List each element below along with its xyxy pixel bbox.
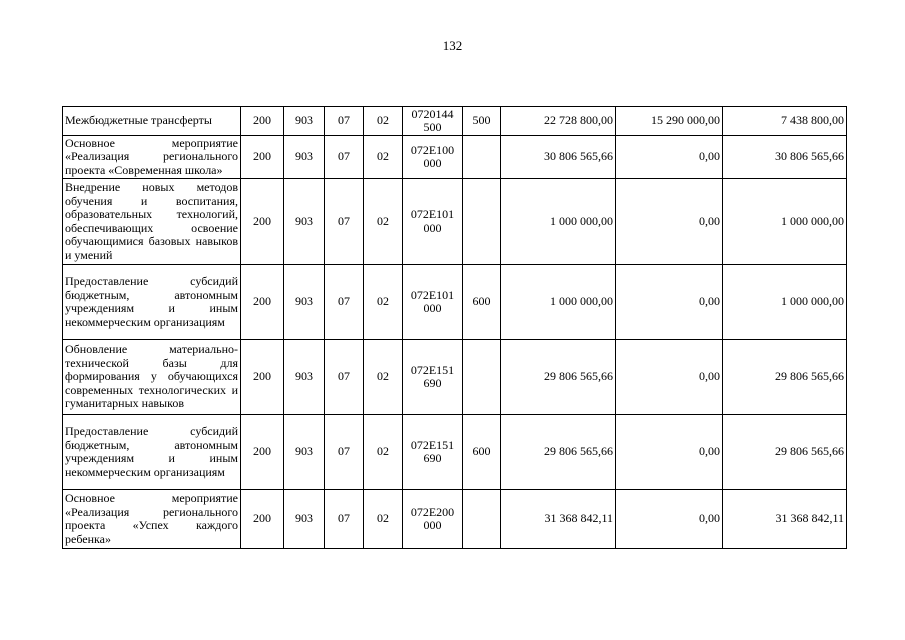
division-cell: 07: [325, 490, 364, 549]
target-article-cell: 072E100 000: [403, 136, 463, 179]
total-amount-cell: 29 806 565,66: [501, 340, 616, 415]
table-row: [63, 136, 847, 179]
ministry-code-cell: 903: [284, 265, 325, 340]
row-name-cell: Межбюджетные трансферты: [63, 107, 241, 136]
subdivision-cell: 02: [364, 179, 403, 265]
total-amount-cell: 31 368 842,11: [501, 490, 616, 549]
row-name-cell: Предоставление субсидий бюджетным, автономным учреждениям и иным некоммерческим организациям: [63, 265, 241, 340]
federal-amount-cell: 15 290 000,00: [616, 107, 723, 136]
subdivision-cell: 02: [364, 490, 403, 549]
division-cell: 07: [325, 179, 364, 265]
table-row: [63, 340, 847, 415]
subdivision-cell: 02: [364, 340, 403, 415]
table-row: [63, 490, 847, 549]
total-amount-cell: 29 806 565,66: [501, 415, 616, 490]
division-cell: 07: [325, 340, 364, 415]
expense-type-cell: 600: [463, 265, 501, 340]
local-amount-cell: 29 806 565,66: [723, 415, 847, 490]
ministry-code-cell: 903: [284, 107, 325, 136]
expense-type-cell: 600: [463, 415, 501, 490]
expense-type-cell: [463, 136, 501, 179]
division-cell: 07: [325, 415, 364, 490]
budget-table: [62, 106, 847, 549]
row-name-cell: Внедрение новых методов обучения и воспитания, образовательных технологий, обеспечивающих освоение обучающимися базовых навыков и умений: [63, 179, 241, 265]
row-name-cell: Основное мероприятие «Реализация регионального проекта «Современная школа»: [63, 136, 241, 179]
federal-amount-cell: 0,00: [616, 415, 723, 490]
table-row: [63, 415, 847, 490]
ministry-code-cell: 903: [284, 340, 325, 415]
total-amount-cell: 30 806 565,66: [501, 136, 616, 179]
total-amount-cell: 1 000 000,00: [501, 265, 616, 340]
target-article-cell: 072E151 690: [403, 415, 463, 490]
local-amount-cell: 31 368 842,11: [723, 490, 847, 549]
row-name-cell: Основное мероприятие «Реализация регионального проекта «Успех каждого ребенка»: [63, 490, 241, 549]
division-cell: 07: [325, 136, 364, 179]
section-code-cell: 200: [241, 136, 284, 179]
section-code-cell: 200: [241, 265, 284, 340]
federal-amount-cell: 0,00: [616, 340, 723, 415]
table-row: [63, 265, 847, 340]
division-cell: 07: [325, 107, 364, 136]
section-code-cell: 200: [241, 415, 284, 490]
expense-type-cell: [463, 340, 501, 415]
expense-type-cell: 500: [463, 107, 501, 136]
section-code-cell: 200: [241, 340, 284, 415]
subdivision-cell: 02: [364, 136, 403, 179]
local-amount-cell: 7 438 800,00: [723, 107, 847, 136]
row-name-cell: Предоставление субсидий бюджетным, автономным учреждениям и иным некоммерческим организациям: [63, 415, 241, 490]
ministry-code-cell: 903: [284, 415, 325, 490]
row-name-cell: Обновление материально-технической базы для формирования у обучающихся современных технологических и гуманитарных навыков: [63, 340, 241, 415]
subdivision-cell: 02: [364, 265, 403, 340]
section-code-cell: 200: [241, 107, 284, 136]
table-row: [63, 107, 847, 136]
local-amount-cell: 1 000 000,00: [723, 179, 847, 265]
division-cell: 07: [325, 265, 364, 340]
ministry-code-cell: 903: [284, 136, 325, 179]
target-article-cell: 072E101 000: [403, 179, 463, 265]
target-article-cell: 072E151 690: [403, 340, 463, 415]
target-article-cell: 0720144 500: [403, 107, 463, 136]
expense-type-cell: [463, 179, 501, 265]
total-amount-cell: 1 000 000,00: [501, 179, 616, 265]
total-amount-cell: 22 728 800,00: [501, 107, 616, 136]
federal-amount-cell: 0,00: [616, 265, 723, 340]
ministry-code-cell: 903: [284, 490, 325, 549]
ministry-code-cell: 903: [284, 179, 325, 265]
local-amount-cell: 29 806 565,66: [723, 340, 847, 415]
section-code-cell: 200: [241, 179, 284, 265]
target-article-cell: 072E200 000: [403, 490, 463, 549]
expense-type-cell: [463, 490, 501, 549]
subdivision-cell: 02: [364, 415, 403, 490]
table-row: [63, 179, 847, 265]
federal-amount-cell: 0,00: [616, 490, 723, 549]
target-article-cell: 072E101 000: [403, 265, 463, 340]
section-code-cell: 200: [241, 490, 284, 549]
subdivision-cell: 02: [364, 107, 403, 136]
page-number: 132: [442, 38, 463, 53]
federal-amount-cell: 0,00: [616, 179, 723, 265]
local-amount-cell: 1 000 000,00: [723, 265, 847, 340]
federal-amount-cell: 0,00: [616, 136, 723, 179]
local-amount-cell: 30 806 565,66: [723, 136, 847, 179]
